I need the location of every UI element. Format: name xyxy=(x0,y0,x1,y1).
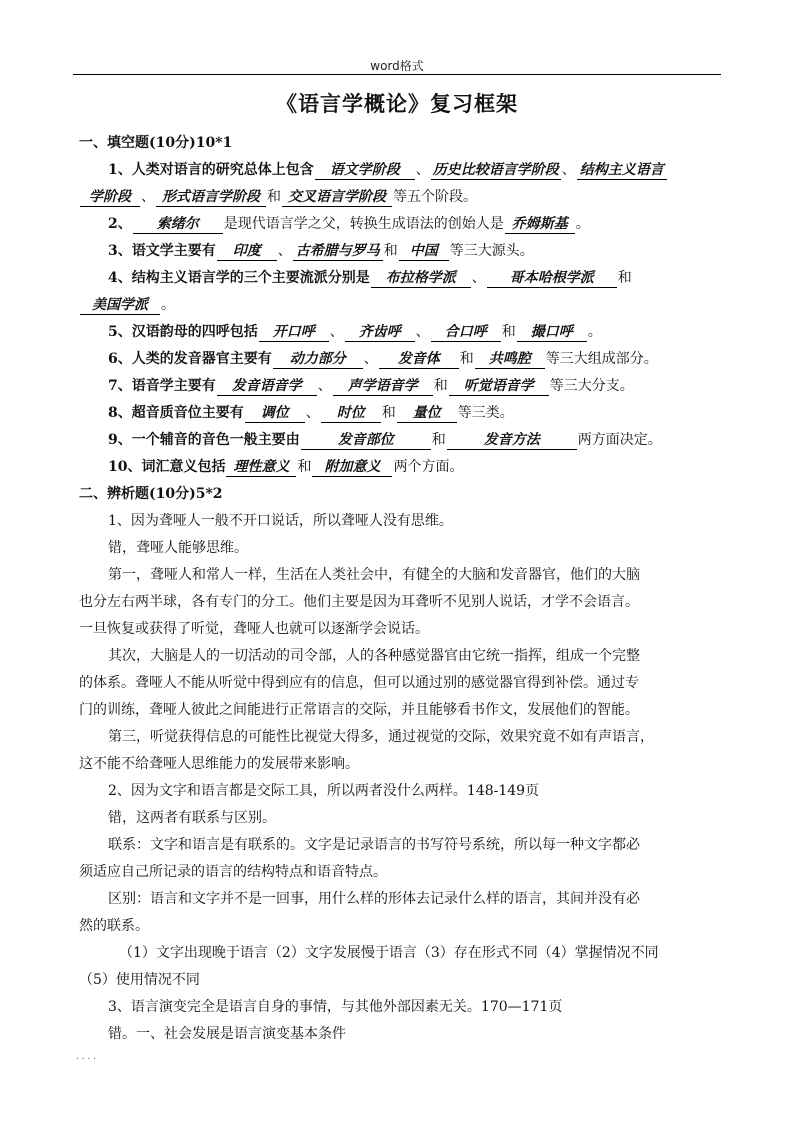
question-9: 9、一个辅音的音色一般主要由 发音部位 和 发音方法 两方面决定。 xyxy=(108,432,662,448)
answer-blank: 发音体 xyxy=(379,351,459,369)
answer-blank: 发音方法 xyxy=(447,432,577,450)
question-6: 6、人类的发音器官主要有 动力部分 、 发音体 和 共鸣腔 等三大组成部分。 xyxy=(108,351,658,367)
answer-blank: 发音语音学 xyxy=(217,378,317,396)
question-5: 5、汉语韵母的四呼包括 开口呼 、 齐齿呼 、 合口呼 和 撮口呼 。 xyxy=(108,324,602,340)
question-7: 7、语音学主要有 发音语音学 、 声学语音学 和 听觉语音学 等三大分支。 xyxy=(108,378,634,394)
answer-blank: 开口呼 xyxy=(259,324,329,342)
document-body xyxy=(79,130,729,1048)
analysis-answer-2: 错，这两者有联系与区别。 xyxy=(108,810,276,826)
question-10: 10、词汇意义包括 理性意义 和 附加意义 两个方面。 xyxy=(108,459,464,475)
paragraph-line: 的体系。聋哑人不能从听觉中得到应有的信息，但可以通过别的感觉器官得到补偿。通过专 xyxy=(79,675,639,691)
answer-blank: 布拉格学派 xyxy=(371,270,471,288)
answer-blank: 索绪尔 xyxy=(133,216,223,234)
analysis-question-2: 2、因为文字和语言都是交际工具，所以两者没什么两样。148-149页 xyxy=(108,783,540,799)
question-4-line-1: 4、结构主义语言学的三个主要流派分别是 布拉格学派 、 哥本哈根学派 和 xyxy=(108,270,632,286)
analysis-answer-3: 错。一、社会发展是语言演变基本条件 xyxy=(108,1026,346,1042)
answer-blank: 古希腊与罗马 xyxy=(293,243,383,261)
question-4-line-2: 美国学派 。 xyxy=(79,292,729,319)
answer-blank: 合口呼 xyxy=(431,324,501,342)
answer-blank: 交叉语言学阶段 xyxy=(282,189,392,207)
question-8: 8、超音质音位主要有 调位 、 时位 和 量位 等三类。 xyxy=(108,405,514,421)
answer-blank: 撮口呼 xyxy=(517,324,587,342)
paragraph-line: （1）文字出现晚于语言（2）文字发展慢于语言（3）存在形式不同（4）掌握情况不同 xyxy=(119,945,659,961)
paragraph-line: 第三，听觉获得信息的可能性比视觉大得多，通过视觉的交际，效果究竟不如有声语言， xyxy=(108,729,654,745)
paragraph-line: 也分左右两半球，各有专门的分工。他们主要是因为耳聋听不见别人说话，才学不会语言。 xyxy=(79,594,639,610)
answer-blank: 美国学派 xyxy=(80,297,160,315)
answer-blank: 声学语音学 xyxy=(333,378,433,396)
section-heading-analysis: 二、辨析题(10分)5*2 xyxy=(79,486,223,502)
paragraph-line: 这不能不给聋哑人思维能力的发展带来影响。 xyxy=(79,756,359,772)
answer-blank: 附加意义 xyxy=(312,459,392,477)
section-heading-fill-blank: 一、填空题(10分)10*1 xyxy=(79,135,233,151)
answer-blank: 动力部分 xyxy=(273,351,363,369)
answer-blank: 哥本哈根学派 xyxy=(487,270,617,288)
page-header: word格式 xyxy=(370,59,424,73)
answer-blank: 中国 xyxy=(399,243,449,261)
paragraph-line: （5）使用情况不同 xyxy=(79,972,200,988)
answer-blank: 调位 xyxy=(245,405,305,423)
answer-blank: 印度 xyxy=(217,243,277,261)
answer-blank: 形式语言学阶段 xyxy=(156,189,266,207)
question-2: 2、 索绪尔 是现代语言学之父，转换生成语法的创始人是 乔姆斯基 。 xyxy=(108,216,590,232)
analysis-question-3: 3、语言演变完全是语言自身的事情，与其他外部因素无关。170—171页 xyxy=(108,999,563,1015)
question-1-line-1: 1、人类对语言的研究总体上包含 语文学阶段 、 历史比较语言学阶段 、 结构主义语言 xyxy=(79,157,729,184)
paragraph-line: 第一，聋哑人和常人一样，生活在人类社会中，有健全的大脑和发音器官，他们的大脑 xyxy=(108,567,640,583)
answer-blank: 理性意义 xyxy=(226,459,296,477)
footer-dots: . . . . xyxy=(76,1052,97,1062)
question-1-line-2: 学阶段 、 形式语言学阶段 和 交叉语言学阶段 等五个阶段。 xyxy=(79,184,729,211)
paragraph-line: 须适应自己所记录的语言的结构特点和语音特点。 xyxy=(79,864,387,880)
answer-blank: 齐齿呼 xyxy=(345,324,415,342)
answer-blank: 发音部位 xyxy=(301,432,431,450)
answer-blank: 学阶段 xyxy=(80,189,140,207)
paragraph-line: 然的联系。 xyxy=(79,918,149,934)
paragraph-line: 区别：语言和文字并不是一回事，用什么样的形体去记录什么样的语言，其间并没有必 xyxy=(108,891,640,907)
answer-blank: 量位 xyxy=(397,405,457,423)
answer-blank: 历史比较语言学阶段 xyxy=(432,162,559,178)
answer-blank: 结构主义语言 xyxy=(577,162,667,180)
answer-blank: 共鸣腔 xyxy=(475,351,545,369)
answer-blank: 乔姆斯基 xyxy=(505,216,575,234)
answer-blank: 听觉语音学 xyxy=(449,378,549,396)
document-title: 《语言学概论》复习框架 xyxy=(276,91,518,116)
paragraph-line: 其次，大脑是人的一切活动的司令部，人的各种感觉器官由它统一指挥，组成一个完整 xyxy=(108,648,640,664)
analysis-question-1: 1、因为聋哑人一般不开口说话，所以聋哑人没有思维。 xyxy=(108,513,453,529)
paragraph-line: 一旦恢复或获得了听觉，聋哑人也就可以逐渐学会说话。 xyxy=(79,621,429,637)
answer-blank: 语文学阶段 xyxy=(315,162,415,180)
header-rule xyxy=(73,74,721,75)
analysis-answer-1: 错，聋哑人能够思维。 xyxy=(108,540,248,556)
question-3: 3、语文学主要有 印度 、 古希腊与罗马 和 中国 等三大源头。 xyxy=(108,243,534,259)
paragraph-line: 联系：文字和语言是有联系的。文字是记录语言的书写符号系统，所以每一种文字都必 xyxy=(108,837,640,853)
paragraph-line: 门的训练，聋哑人彼此之间能进行正常语言的交际，并且能够看书作文，发展他们的智能。 xyxy=(79,702,639,718)
answer-blank: 时位 xyxy=(321,405,381,423)
